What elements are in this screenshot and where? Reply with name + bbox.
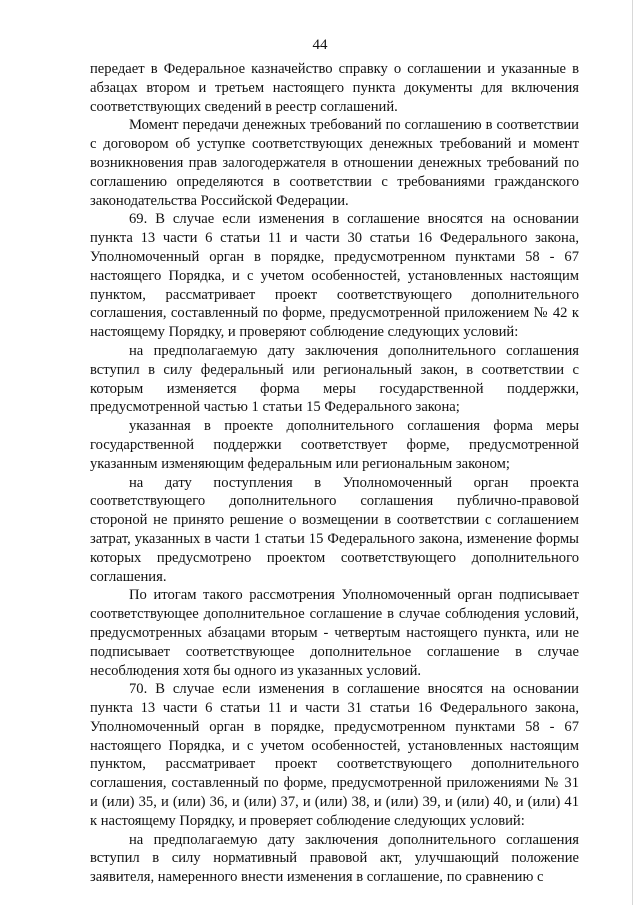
paragraph-moment-transfer: Момент передачи денежных требований по соглашению в соответствии с договором об уступке соответствующих денежных требований и момент возникновения прав залогодержателя в отношении денежных требований по соглашению определяются в соответствии с требованиями гражданского законодательства Российской Федерации. (90, 117, 579, 209)
paragraph-69-condition-2: указанная в проекте дополнительного соглашения форма меры государственной поддержки соответствует форме, предусмотренной указанным изменяющим федеральным или региональным законом; (90, 418, 579, 472)
paragraph-70-condition-1: на предполагаемую дату заключения дополнительного соглашения вступил в силу нормативный правовой акт, улучшающий положение заявителя, намеренного внести изменения в соглашение, по сравнению с (90, 831, 579, 886)
paragraph-69-condition-3: на дату поступления в Уполномоченный орган проекта соответствующего дополнительного соглашения публично-правовой стороной не принято решение о возмещении в соответствии с соглашением затрат, указанных в части 1 статьи 15 Федерального закона, изменение формы которых предусмотрено проектом соответствующего дополнительного соглашения. (90, 474, 579, 585)
scan-edge-line (632, 0, 633, 905)
page-number: 44 (312, 37, 328, 53)
paragraph-69-result: По итогам такого рассмотрения Уполномоченный орган подписывает соответствующее дополнительное соглашение в случае соблюдения условий, предусмотренных абзацами вторым - четвертым настоящего пункта, или не подписывает соответствующее дополнительное соглашение в случае несоблюдения хотя бы одного из указанных условий. (90, 587, 579, 679)
paragraph-69-condition-1: на предполагаемую дату заключения дополнительного соглашения вступил в силу федеральный или региональный закон, в соответствии с которым изменяется форма меры государственной поддержки, предусмотренной частью 1 статьи 15 Федерального закона; (90, 342, 579, 416)
paragraph-item-69: 69. В случае если изменения в соглашение вносятся на основании пункта 13 части 6 статьи 11 и части 30 статьи 16 Федерального закона, Уполномоченный орган в порядке, предусмотренном пунктами 58 - 67 настоящего Порядка, и с учетом особенностей, установленных настоящим пунктом, рассматривает проект соответствующего дополнительного соглашения, составленный по форме, предусмотренной приложением № 42 к настоящему Порядку, и проверяют соблюдение следующих условий: (90, 211, 579, 341)
document-body (90, 60, 579, 887)
paragraph-item-70: 70. В случае если изменения в соглашение вносятся на основании пункта 13 части 6 статьи 11 и части 31 статьи 16 Федерального закона, Уполномоченный орган в порядке, предусмотренном пунктами 58 - 67 настоящего Порядка, и с учетом особенностей, установленных настоящим пунктом, рассматривает проект соответствующего дополнительного соглашения, составленный по форме, предусмотренной приложениями № 31 и (или) 35, и (или) 36, и (или) 37, и (или) 38, и (или) 39, и (или) 40, и (или) 41 к настоящему Порядку, и проверяет соблюдение следующих условий: (90, 681, 579, 829)
paragraph-continuation: передает в Федеральное казначейство справку о соглашении и указанные в абзацах втором и третьем настоящего пункта документы для включения соответствующих сведений в реестр соглашений. (90, 61, 579, 115)
